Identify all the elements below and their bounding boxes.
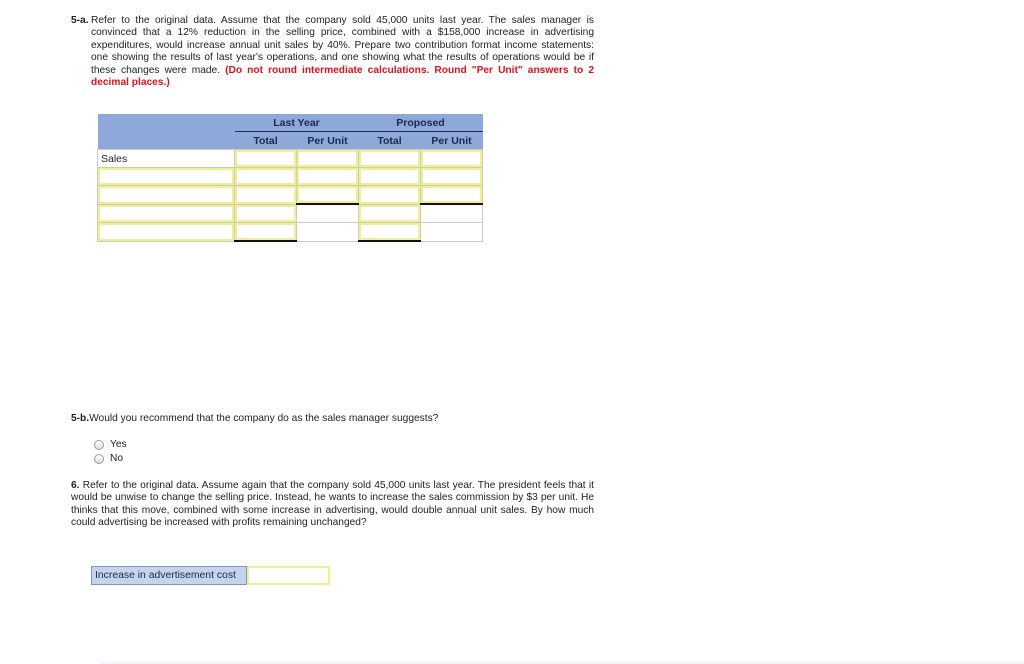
table-row	[98, 168, 483, 186]
row-5-proposed-total-input[interactable]	[359, 223, 421, 242]
question-6-body: Refer to the original data. Assume again that the company sold 45,000 units last year. The president feels that it would be unwise to change the selling price. Instead, he wants to increase the sales commission by $3 per unit. He thinks that this move, combined with some increase in advertising, would double annual unit sales. By how much could advertising be increased with profits remaining unchanged?	[71, 480, 594, 529]
row-2-proposed-per-unit-input[interactable]	[421, 168, 483, 186]
question-5a	[71, 15, 594, 89]
radio-option-no[interactable]	[94, 453, 123, 464]
header-proposed: Proposed	[359, 114, 483, 132]
header-proposed-total: Total	[359, 132, 421, 150]
bottom-divider	[100, 660, 1024, 664]
radio-option-yes[interactable]	[94, 439, 127, 450]
header-proposed-per-unit: Per Unit	[421, 132, 483, 150]
table-row	[98, 204, 483, 223]
row-2-proposed-total-input[interactable]	[359, 168, 421, 186]
row-4-last-year-total-input[interactable]	[235, 204, 297, 223]
row-5-last-year-total-input[interactable]	[235, 223, 297, 242]
row-3-proposed-per-unit-input[interactable]	[421, 186, 483, 205]
question-6	[71, 480, 594, 530]
advertisement-cost-input[interactable]	[247, 566, 330, 585]
row-2-last-year-per-unit-input[interactable]	[297, 168, 359, 186]
question-5a-text	[71, 15, 594, 89]
radio-label-yes: Yes	[110, 439, 127, 450]
table-row	[98, 150, 483, 168]
row-label-sales: Sales	[98, 150, 235, 168]
row-3-last-year-total-input[interactable]	[235, 186, 297, 205]
question-5a-body: Refer to the original data. Assume that the company sold 45,000 units last year. The sales manager is convinced that a 12% reduction in the selling price, combined with a $158,000 increase in advertising expenditures, would increase annual unit sales by 40%. Prepare two contribution format income statements: one showing the results of last year's operations, and one showing what the results of operations would be if these changes were made.	[91, 15, 594, 76]
radio-button-no[interactable]	[94, 454, 104, 464]
header-last-year-total: Total	[235, 132, 297, 150]
table-row	[98, 186, 483, 205]
row-2-last-year-total-input[interactable]	[235, 168, 297, 186]
question-5a-instruction: (Do not round intermediate calculations. Round "Per Unit" answers to 2 decimal places.)	[91, 64, 594, 89]
row-3-label-input[interactable]	[98, 186, 235, 205]
table-row	[98, 223, 483, 242]
row-2-label-input[interactable]	[98, 168, 235, 186]
advertisement-cost-label: Increase in advertisement cost	[91, 566, 247, 585]
radio-button-yes[interactable]	[94, 440, 104, 450]
sales-last-year-total-input[interactable]	[235, 150, 297, 168]
sales-proposed-per-unit-input[interactable]	[421, 150, 483, 168]
income-statement-table	[97, 114, 483, 242]
header-last-year-per-unit: Per Unit	[297, 132, 359, 150]
question-5a-number: 5-a.	[71, 15, 89, 26]
question-5b-text: Would you recommend that the company do as the sales manager suggests?	[89, 413, 439, 424]
question-5b	[71, 413, 671, 424]
row-4-last-year-per-unit-empty	[297, 204, 359, 223]
row-5-last-year-per-unit-empty	[297, 223, 359, 242]
sales-proposed-total-input[interactable]	[359, 150, 421, 168]
header-last-year: Last Year	[235, 114, 359, 132]
question-5b-number: 5-b.	[71, 413, 90, 424]
row-3-last-year-per-unit-input[interactable]	[297, 186, 359, 205]
row-4-label-input[interactable]	[98, 204, 235, 223]
sales-last-year-per-unit-input[interactable]	[297, 150, 359, 168]
row-5-label-input[interactable]	[98, 223, 235, 242]
row-5-proposed-per-unit-empty	[421, 223, 483, 242]
table-corner-header	[98, 114, 235, 150]
row-3-proposed-total-input[interactable]	[359, 186, 421, 205]
question-6-text	[71, 480, 594, 530]
row-4-proposed-per-unit-empty	[421, 204, 483, 223]
question-6-number: 6.	[71, 480, 80, 491]
row-4-proposed-total-input[interactable]	[359, 204, 421, 223]
radio-label-no: No	[110, 453, 124, 464]
